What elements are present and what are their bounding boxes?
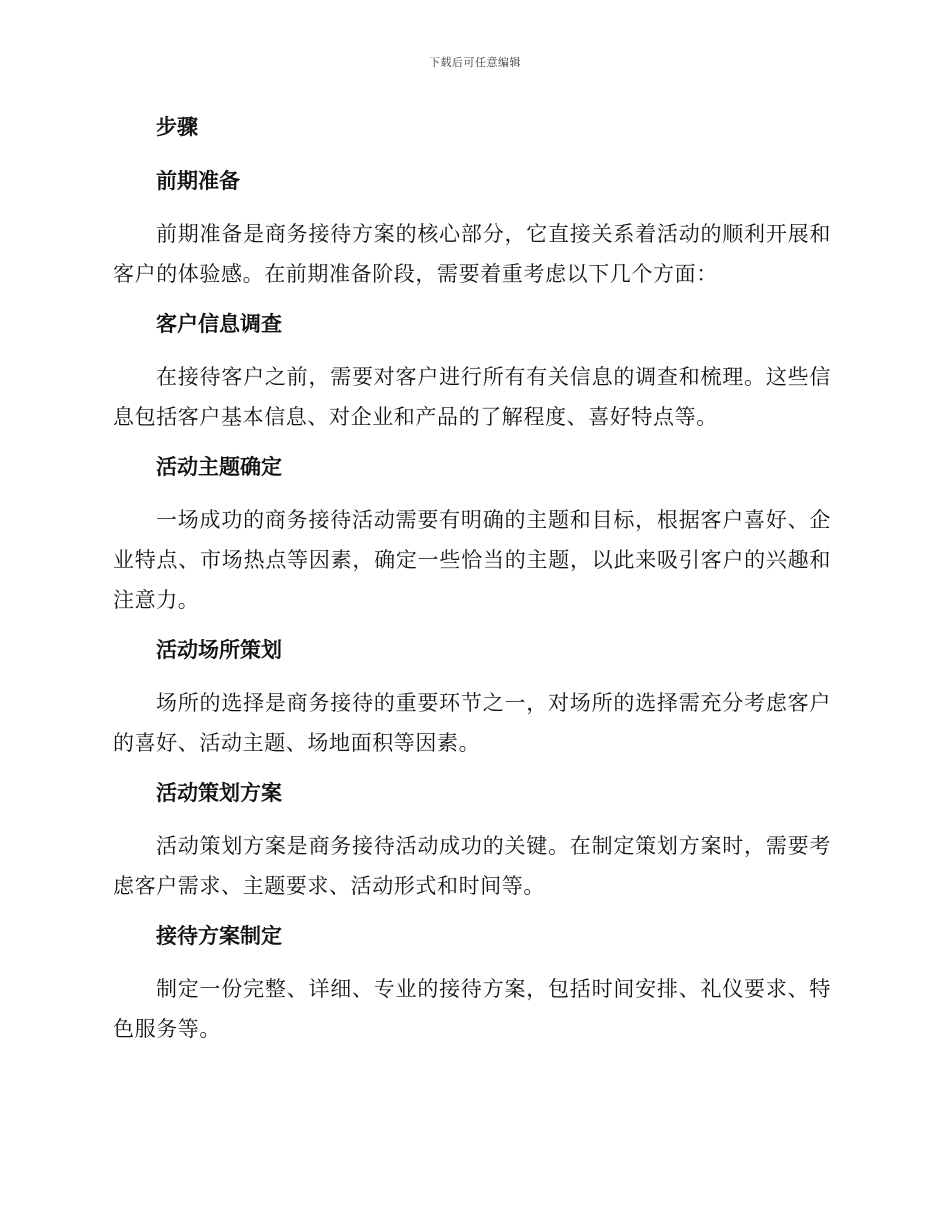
section-heading-reception-plan: 接待方案制定 <box>156 924 282 948</box>
section-heading-theme: 活动主题确定 <box>156 455 282 479</box>
paragraph-client-research: 在接待客户之前，需要对客户进行所有有关信息的调查和梳理。这些信息包括客户基本信息、对企业和产品的了解程度、喜好特点等。 <box>113 365 831 429</box>
section-heading-steps: 步骤 <box>156 115 198 139</box>
paragraph-theme: 一场成功的商务接待活动需要有明确的主题和目标，根据客户喜好、企业特点、市场热点等因素，确定一些恰当的主题，以此来吸引客户的兴趣和注意力。 <box>113 508 831 612</box>
paragraph-preparation: 前期准备是商务接待方案的核心部分，它直接关系着活动的顺利开展和客户的体验感。在前期准备阶段，需要着重考虑以下几个方面： <box>113 222 831 286</box>
section-heading-venue: 活动场所策划 <box>156 638 282 662</box>
section-heading-preparation: 前期准备 <box>156 169 240 193</box>
section-heading-client-research: 客户信息调查 <box>156 312 282 336</box>
section-heading-planning: 活动策划方案 <box>156 781 282 805</box>
paragraph-planning: 活动策划方案是商务接待活动成功的关键。在制定策划方案时，需要考虑客户需求、主题要求、活动形式和时间等。 <box>113 834 831 898</box>
paragraph-reception-plan: 制定一份完整、详细、专业的接待方案，包括时间安排、礼仪要求、特色服务等。 <box>113 977 831 1041</box>
paragraph-venue: 场所的选择是商务接待的重要环节之一，对场所的选择需充分考虑客户的喜好、活动主题、场地面积等因素。 <box>113 691 831 755</box>
document-body <box>113 110 831 1049</box>
header-note: 下载后可任意编辑 <box>429 56 521 69</box>
